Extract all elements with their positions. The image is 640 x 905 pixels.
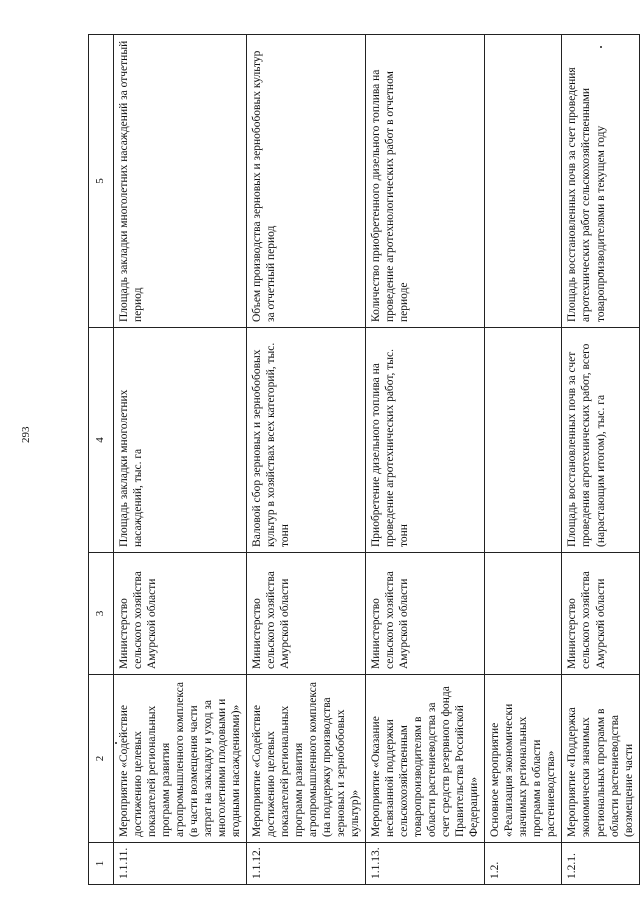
executor-cell: Министерство сельского хозяйства Амурской области xyxy=(562,553,639,675)
method-cell: Площадь восстановленных почв за счет проведения агротехнических работ сельскохозяйственными товаропроизводителями в текущем году xyxy=(562,35,639,328)
measure-cell: Мероприятие «Оказание несвязанной поддержки сельскохозяйственным товаропроизводителям в области растениеводства за счет средств резервного фонда Правительства Российской Федерации» xyxy=(366,675,485,843)
indicator-cell: Площадь восстановленных почв за счет проведения агротехнических работ, всего (нарастающим итогом), тыс. га xyxy=(562,328,639,553)
indicator-cell xyxy=(485,328,562,553)
method-cell: Площадь закладки многолетних насаждений за отчетный период xyxy=(114,35,247,328)
row-number: 1.1.11. xyxy=(114,843,247,885)
column-header: 5 xyxy=(89,35,114,328)
executor-cell: Министерство сельского хозяйства Амурской области xyxy=(247,553,366,675)
column-header: 1 xyxy=(89,843,114,885)
column-header: 4 xyxy=(89,328,114,553)
column-header: 3 xyxy=(89,553,114,675)
table-row xyxy=(114,35,247,885)
page-number: 293 xyxy=(20,426,32,443)
measure-cell: Мероприятие «Поддержка экономически значимых региональных программ в области растениеводства (возмещение части xyxy=(562,675,639,843)
row-number: 1.2. xyxy=(485,843,562,885)
rotated-table-wrapper xyxy=(88,35,635,885)
indicator-cell: Валовой сбор зерновых и зернобобовых культур в хозяйствах всех категорий, тыс. тонн xyxy=(247,328,366,553)
table-row xyxy=(247,35,366,885)
indicator-cell: Приобретение дизельного топлива на проведение агротехнических работ, тыс. тонн xyxy=(366,328,485,553)
executor-cell xyxy=(485,553,562,675)
method-cell: Количество приобретенного дизельного топлива на проведение агротехнологических работ в отчетном периоде xyxy=(366,35,485,328)
method-cell: Объем производства зерновых и зернобобовых культур за отчетный период xyxy=(247,35,366,328)
measure-cell: Основное мероприятие «Реализация экономически значимых региональных программ в области растениеводства» xyxy=(485,675,562,843)
executor-cell: Министерство сельского хозяйства Амурской области xyxy=(366,553,485,675)
table-row xyxy=(485,35,562,885)
executor-cell: Министерство сельского хозяйства Амурской области xyxy=(114,553,247,675)
method-cell xyxy=(485,35,562,328)
measure-cell: Мероприятие «Содействие достижению целевых показателей региональных программ развития агропромышленного комплекса (в части возмещения части затрат на закладку и уход за многолетними плодовыми и ягодными насаждениями)» xyxy=(114,675,247,843)
measures-table xyxy=(88,34,640,885)
column-header: 2 xyxy=(89,675,114,843)
row-number: 1.2.1. xyxy=(562,843,639,885)
table-header-row xyxy=(89,35,114,885)
table-row xyxy=(366,35,485,885)
measure-cell: Мероприятие «Содействие достижению целевых показателей региональных программ развития агропромышленного комплекса (на поддержку производства зерновых и зернобобовых культур)» xyxy=(247,675,366,843)
row-number: 1.1.13. xyxy=(366,843,485,885)
row-number: 1.1.12. xyxy=(247,843,366,885)
table-row xyxy=(562,35,639,885)
indicator-cell: Площадь закладки многолетних насаждений, тыс. га xyxy=(114,328,247,553)
